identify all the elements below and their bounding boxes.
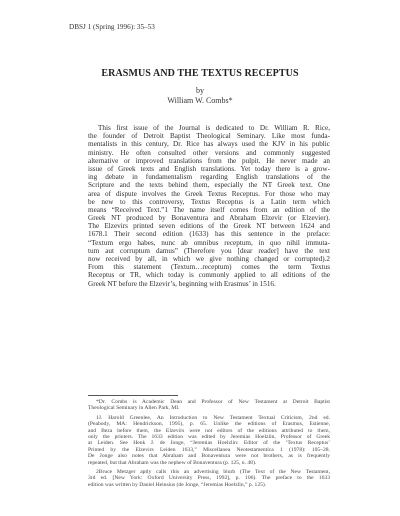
footnote-line: at Leiden. See Henk J. de Jonge, “Jeremias Hoelzlin: Editor of the ‘Textus Receptus’ — [88, 440, 330, 447]
running-head: DBSJ 1 (Spring 1996): 35–53 — [69, 23, 155, 31]
body-line: Greek NT produced by Bonaventura and Abraham Elzevir (or Elzevier). — [88, 214, 330, 223]
footnote-line: Printed by the Elzevirs Leiden 1633,” Miscellanea Neotestamentica 1 (1978): 105–28. — [88, 446, 330, 453]
footnote-line: only the printers. The 1633 edition was edited by Jeremias Hoelzlin, Professor of Greek — [88, 433, 330, 440]
body-line: This first issue of the Journal is dedicated to Dr. William R. Rice, — [98, 124, 330, 132]
body-line: the founder of Detroit Baptist Theological Seminary. Like most funda- — [88, 132, 330, 141]
footnote-line: repeated, but that Abraham was the nephew of Bonaventura (p. 125, n. 48). — [88, 459, 257, 466]
body-line: means “Received Text.”1 The name itself comes from an edition of the — [88, 205, 330, 214]
body-line: Greek NT before the Elzevir’s, beginning with Erasmus’ in 1516. — [88, 279, 276, 288]
footnote-line: (Peabody, MA: Hendrickson, 1995), p. 65. Unlike the editions of Erasmus, Estienne, — [88, 421, 330, 428]
footnote-line: 2Bruce Metzger aptly calls this an advertising blurb (The Text of the New Testament, — [96, 468, 330, 475]
footnote-line: edition was written by Daniel Heinsius (de Jonge, “Jeremias Hoelzlin,” p. 125). — [88, 481, 267, 488]
footnote-divider — [88, 395, 178, 396]
footnote-line: *Dr. Combs is Academic Dean and Professor of New Testament at Detroit Baptist — [96, 399, 330, 405]
body-line: “Textum ergo habes, nunc ab omnibus receptum, in quo nihil immuta- — [88, 238, 330, 247]
footnote-line: 1J. Harold Greenlee, An Introduction to New Testament Textual Criticism, 2nd ed. — [96, 414, 330, 421]
footnote-line: 3rd ed. [New York: Oxford University Press, 1992], p. 106). The preface to the 1633 — [88, 475, 330, 482]
body-line: The Elzevirs printed seven editions of the Greek NT between 1624 and — [88, 222, 330, 231]
body-line: issue of Greek texts and English translations. Yet today there is a grow- — [88, 164, 330, 173]
body-line: alternative or improved translations from the pulpit. He never made an — [88, 156, 330, 165]
body-line: mentalists in this century, Dr. Rice has always used the KJV in his public — [88, 140, 330, 149]
body-line: ing debate in fundamentalism regarding English translations of the — [88, 173, 330, 182]
footnotes — [88, 399, 330, 488]
body-line: now received by all, in which we give nothing changed or corrupted).2 — [88, 255, 330, 263]
body-line: tum aut corruptum damus” (Therefore you [dear reader] have the text — [88, 246, 330, 255]
author-name: William W. Combs* — [167, 96, 233, 105]
body-paragraph — [88, 124, 330, 288]
byline-by: by — [196, 86, 204, 95]
body-line: Scripture and the texts behind them, especially the NT Greek text. One — [88, 181, 330, 190]
body-line: Receptus or TR, which today is commonly applied to all editions of the — [88, 271, 330, 280]
footnote-line: De Jonge also notes that Abraham and Bonaventura were not brothers, as is frequently — [88, 453, 330, 460]
footnote-line: and Beza before them, the Elzevirs were not editors of the editions attributed to them, — [88, 427, 330, 434]
body-line: From this statement (Textum…receptum) comes the term Textus — [88, 263, 330, 272]
footnote-line: Theological Seminary in Allen Park, MI. — [88, 405, 180, 412]
body-line: be new to this controversy, Textus Receptus is a Latin term which — [88, 197, 330, 206]
body-line: ministry. He often consulted other versions and commonly suggested — [88, 148, 330, 157]
article-title: ERASMUS AND THE TEXTUS RECEPTUS — [101, 68, 299, 79]
body-line: 1678.1 Their second edition (1633) has this sentence in the preface: — [88, 230, 330, 239]
body-line: area of dispute involves the Greek Textus Receptus. For those who may — [88, 189, 330, 198]
